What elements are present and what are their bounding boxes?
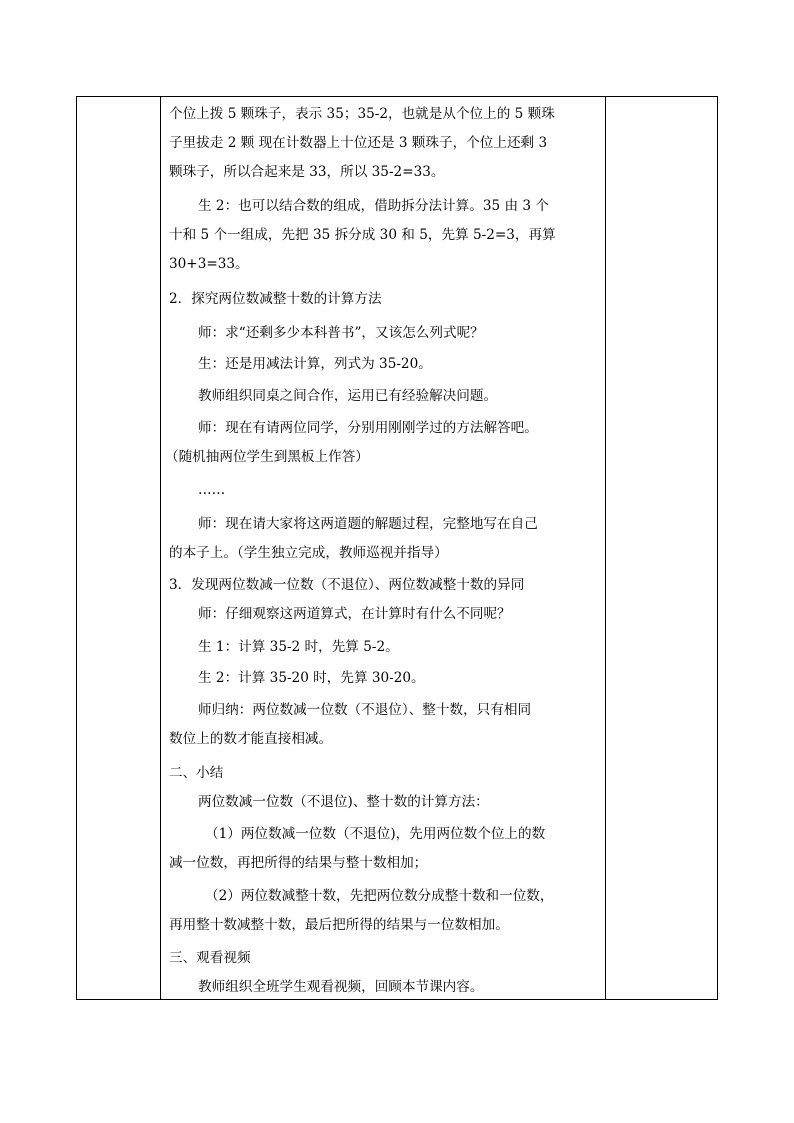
content-cell: [161, 97, 607, 999]
lesson-table: [76, 96, 718, 1000]
text-line: 生：还是用减法计算，列式为 35-20。: [198, 356, 432, 372]
text-line: 教师组织全班学生观看视频，回顾本节课内容。: [198, 979, 484, 995]
text-line: 数位上的数才能直接相减。: [169, 731, 333, 747]
text-line: （1）两位数减一位数（不退位)，先用两位数个位上的数: [205, 826, 546, 842]
text-line: 颗珠子，所以合起来是 33，所以 35-2=33。: [169, 164, 445, 180]
right-column-cell: [605, 97, 717, 999]
text-line: 教师组织同桌之间合作，运用已有经验解决问题。: [198, 388, 498, 404]
text-line: 生 2：也可以结合数的组成，借助拆分法计算。35 由 3 个: [198, 198, 549, 214]
text-line: 30+3=33。: [169, 256, 249, 272]
text-line: 师：仔细观察这两道算式，在计算时有什么不同呢？: [198, 606, 511, 622]
text-line: 师：现在请大家将这两道题的解题过程，完整地写在自己: [198, 516, 538, 532]
left-column-cell: [77, 97, 161, 999]
text-line: （2）两位数减整十数，先把两位数分成整十数和一位数，: [205, 888, 554, 904]
text-line: 师：求“还剩多少本科普书”，又该怎么列式呢？: [198, 325, 484, 341]
text-line: 师归纳：两位数减一位数（不退位）、整十数，只有相同: [198, 702, 532, 718]
text-line: 生 1：计算 35-2 时，先算 5-2。: [198, 639, 399, 655]
section-heading: 二、小结: [169, 765, 224, 781]
text-line: 生 2：计算 35-20 时，先算 30-20。: [198, 670, 425, 686]
text-line: 再用整十数减整十数，最后把所得的结果与一位数相加。: [169, 917, 509, 933]
text-line: 个位上拨 5 颗珠子，表示 35；35-2，也就是从个位上的 5 颗珠: [169, 106, 555, 122]
text-line: 十和 5 个一组成，先把 35 拆分成 30 和 5，先算 5-2=3，再算: [169, 227, 556, 243]
text-line: 减一位数，再把所得的结果与整十数相加；: [169, 855, 428, 871]
section-heading: 2．探究两位数减整十数的计算方法: [169, 291, 382, 307]
text-line: 子里拔走 2 颗 现在计数器上十位还是 3 颗珠子，个位上还剩 3: [169, 135, 548, 151]
text-line: ……: [198, 482, 226, 498]
section-heading: 三、观看视频: [169, 950, 251, 966]
text-line: 两位数减一位数（不退位)、整十数的计算方法：: [198, 794, 489, 810]
section-heading: 3．发现两位数减一位数（不退位）、两位数减整十数的异同: [169, 577, 525, 593]
text-line: 师：现在有请两位同学，分别用刚刚学过的方法解答吧。: [198, 420, 538, 436]
text-line: 的本子上。（学生独立完成，教师巡视并指导）: [169, 545, 448, 561]
text-line: （随机抽两位学生到黑板上作答）: [165, 449, 369, 465]
